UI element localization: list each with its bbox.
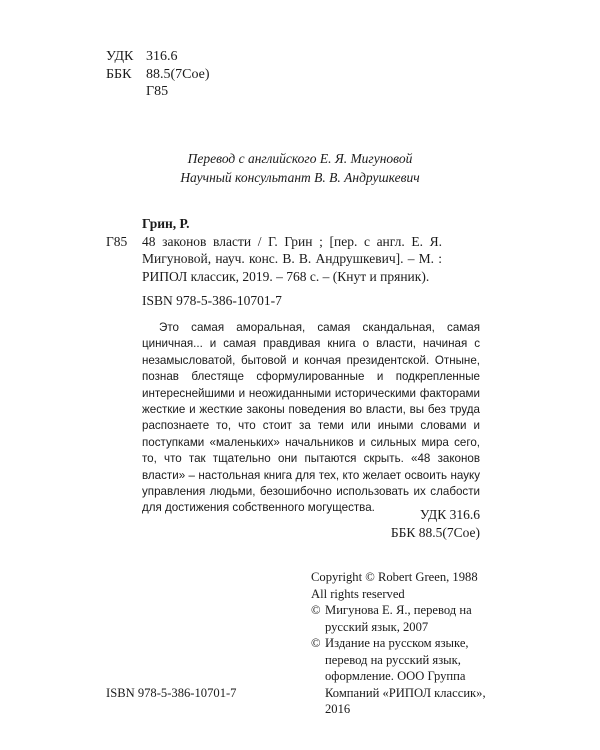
bbk-value: 88.5(7Сое) xyxy=(146,66,210,82)
udk-label: УДК xyxy=(106,49,134,64)
classification-codes xyxy=(106,48,210,101)
rights-line: All rights reserved xyxy=(311,586,405,601)
author-sign: Г85 xyxy=(146,84,169,99)
udk-row xyxy=(106,48,210,66)
translation-credits xyxy=(0,149,600,187)
isbn-bottom: ISBN 978-5-386-10701-7 xyxy=(106,686,237,700)
copyright-symbol: © xyxy=(311,636,321,650)
author-heading: Грин, Р. xyxy=(142,216,190,231)
copyright-line: Copyright © Robert Green, 1988 xyxy=(311,570,478,584)
consultant-line: Научный консультант В. В. Андрушкевич xyxy=(180,170,420,185)
catalog-code: Г85 xyxy=(106,233,128,249)
annotation-text: Это самая аморальная, самая скандальная, самая циничная... и самая правдивая книга о власти, начиная с незамысловатой, бытовой и кончая президентской. Отныне, познав блестяще сформулированные и подкрепленные интереснейшими и неожиданными историческими факторами жесткие и жесткие законы поведения во власти, вы без труда распознаете то, что стоит за теми или иными словами и поступками «маленьких» начальников и сильных мира сего, то, что так тщательно они пытаются скрыть. «48 законов власти» – настольная книга для тех, кто желает освоить науку управления людьми, безошибочно использовать их слабости для достижения собственного могущества. xyxy=(142,321,480,515)
bbk-row xyxy=(106,66,210,84)
bibliographic-description: 48 законов власти / Г. Грин ; [пер. с англ. Е. Я. Мигуновой, науч. конс. В. В. Андрушкевич]. – М. : РИПОЛ классик, 2019. – 768 с. – (Кнут и пряник). xyxy=(142,233,442,284)
bottom-udk: УДК 316.6 xyxy=(419,507,480,522)
bottom-classification xyxy=(391,506,480,542)
udk-value: 316.6 xyxy=(146,49,178,64)
bbk-label: ББК xyxy=(106,66,132,82)
edition-copyright-text: Издание на русском языке, перевод на русский язык, оформление. ООО Группа Компаний «РИПОЛ классик», 2016 xyxy=(325,636,486,716)
edition-copyright xyxy=(311,635,500,718)
translation-copyright xyxy=(311,602,500,635)
translation-copyright-text: Мигунова Е. Я., перевод на русский язык, 2007 xyxy=(325,603,472,634)
copyright-block xyxy=(311,569,500,718)
catalog-entry xyxy=(106,215,442,285)
author-sign-row xyxy=(106,83,210,101)
copyright-symbol: © xyxy=(311,603,321,617)
bottom-bbk: ББК 88.5(7Сое) xyxy=(390,525,480,540)
translator-line: Перевод с английского Е. Я. Мигуновой xyxy=(187,151,413,166)
isbn-main: ISBN 978-5-386-10701-7 xyxy=(142,293,282,308)
